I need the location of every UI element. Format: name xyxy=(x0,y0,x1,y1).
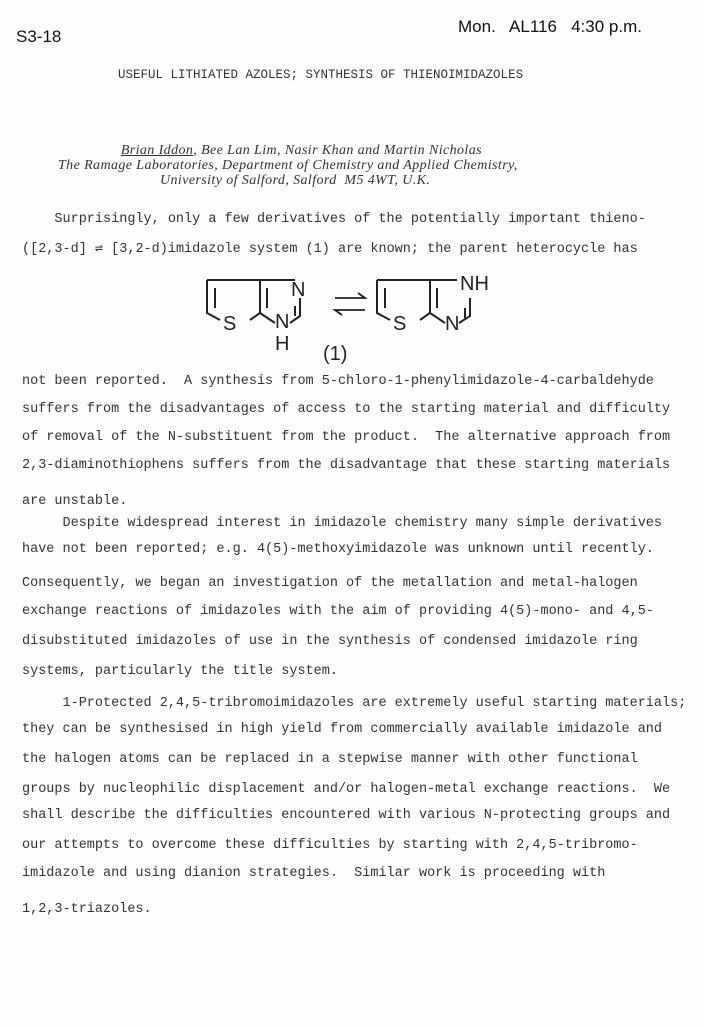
body-line: 1,2,3-triazoles. xyxy=(22,902,152,917)
body-line: our attempts to overcome these difficulties by starting with 2,4,5-tribromo- xyxy=(22,838,638,853)
affiliation-line-1: The Ramage Laboratories, Department of Chemistry and Applied Chemistry, xyxy=(58,158,518,173)
body-line: imidazole and using dianion strategies. Similar work is proceeding with xyxy=(22,866,606,881)
body-line: are unstable. xyxy=(22,494,128,509)
affiliation-line-2: University of Salford, Salford M5 4WT, U.K. xyxy=(160,173,431,188)
atom-s: S xyxy=(223,313,237,335)
body-line: Despite widespread interest in imidazole chemistry many simple derivatives xyxy=(22,516,663,531)
body-line: 1-Protected 2,4,5-tribromoimidazoles are extremely useful starting materials; xyxy=(22,696,687,711)
body-line: not been reported. A synthesis from 5-chloro-1-phenylimidazole-4-carbaldehyde xyxy=(22,374,654,389)
presenting-author: Brian Iddon xyxy=(120,143,194,158)
atom-n: N xyxy=(275,311,290,333)
body-line: systems, particularly the title system. xyxy=(22,664,338,679)
body-line: 2,3-diaminothiophens suffers from the disadvantage that these starting materials xyxy=(22,458,671,473)
body-line: Surprisingly, only a few derivatives of the potentially important thieno- xyxy=(22,212,646,227)
abstract-code: S3-18 xyxy=(16,27,62,46)
body-line: groups by nucleophilic displacement and/or halogen-metal exchange reactions. We xyxy=(22,782,671,797)
equilibrium-arrows-icon xyxy=(335,293,365,315)
session-info: Mon. AL116 4:30 p.m. xyxy=(458,17,642,36)
body-line: ([2,3-d] ⇌ [3,2-d)imidazole system (1) are known; the parent heterocycle has xyxy=(22,242,638,257)
atom-n: N xyxy=(445,313,460,335)
body-line: have not been reported; e.g. 4(5)-methoxyimidazole was unknown until recently. xyxy=(22,542,654,557)
atom-h: H xyxy=(275,333,290,355)
body-line: suffers from the disadvantages of access to the starting material and difficulty xyxy=(22,402,671,417)
thienoimidazole-structure xyxy=(195,268,515,368)
body-line: exchange reactions of imidazoles with the aim of providing 4(5)-mono- and 4,5- xyxy=(22,604,654,619)
compound-label: (1) xyxy=(323,343,348,365)
co-authors: , Bee Lan Lim, Nasir Khan and Martin Nicholas xyxy=(193,143,482,158)
body-line: Consequently, we began an investigation of the metallation and metal-halogen xyxy=(22,576,638,591)
paper-title: USEFUL LITHIATED AZOLES; SYNTHESIS OF THIENOIMIDAZOLES xyxy=(118,68,524,82)
atom-nh: NH xyxy=(460,273,489,295)
body-line: disubstituted imidazoles of use in the synthesis of condensed imidazole ring xyxy=(22,634,638,649)
atom-s: S xyxy=(393,313,407,335)
body-line: shall describe the difficulties encountered with various N-protecting groups and xyxy=(22,808,671,823)
authors xyxy=(113,127,482,159)
body-line: they can be synthesised in high yield from commercially available imidazole and xyxy=(22,722,663,737)
body-line: the halogen atoms can be replaced in a stepwise manner with other functional xyxy=(22,752,638,767)
body-line: of removal of the N-substituent from the product. The alternative approach from xyxy=(22,430,671,445)
atom-n: N xyxy=(291,279,306,301)
